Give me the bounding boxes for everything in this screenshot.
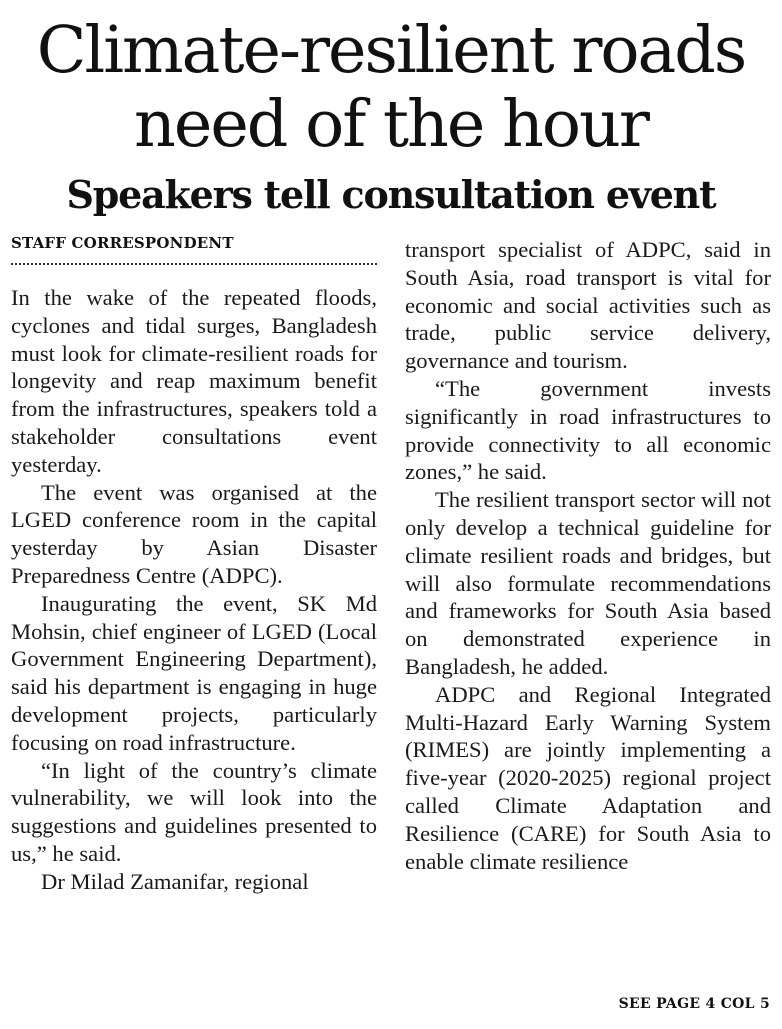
byline: STAFF CORRESPONDENT — [11, 234, 234, 252]
byline-divider — [11, 263, 377, 265]
headline-line-1: Climate-resilient roads — [36, 13, 746, 88]
right-column — [405, 236, 771, 875]
paragraph: “In light of the country’s climate vulnerability, we will look into the suggestions and guidelines presented to us,” he said. — [11, 757, 377, 866]
left-column — [11, 284, 377, 896]
subheadline: Speakers tell consultation event — [66, 172, 716, 217]
paragraph: Inaugurating the event, SK Md Mohsin, chief engineer of LGED (Local Government Engineering Department), said his department is engaging in huge development projects, particularly focusing on road infrastructure. — [11, 590, 377, 755]
headline — [0, 14, 782, 162]
paragraph: transport specialist of ADPC, said in South Asia, road transport is vital for economic and social activities such as trade, public service delivery, governance and tourism. — [405, 237, 771, 374]
paragraph: The event was organised at the LGED conference room in the capital yesterday by Asian Disaster Preparedness Centre (ADPC). — [11, 479, 377, 588]
headline-line-2: need of the hour — [134, 87, 648, 162]
paragraph: In the wake of the repeated floods, cyclones and tidal surges, Bangladesh must look for climate-resilient roads for longevity and reap maximum benefit from the infrastructures, speakers told a stakeholder consultations event yesterday. — [11, 285, 377, 477]
paragraph: The resilient transport sector will not only develop a technical guideline for climate resilient roads and bridges, but will also formulate recommendations and frameworks for South Asia based on demonstrated experience in Bangladesh, he added. — [405, 487, 771, 679]
continuation-jump-line: SEE PAGE 4 COL 5 — [618, 996, 770, 1012]
paragraph: ADPC and Regional Integrated Multi-Hazard Early Warning System (RIMES) are jointly implementing a five-year (2020-2025) regional project called Climate Adaptation and Resilience (CARE) for South Asia to enable climate resilience — [405, 681, 771, 874]
paragraph: Dr Milad Zamanifar, regional — [41, 868, 309, 894]
paragraph: “The government invests significantly in road infrastructures to provide connectivity to all economic zones,” he said. — [405, 375, 771, 485]
